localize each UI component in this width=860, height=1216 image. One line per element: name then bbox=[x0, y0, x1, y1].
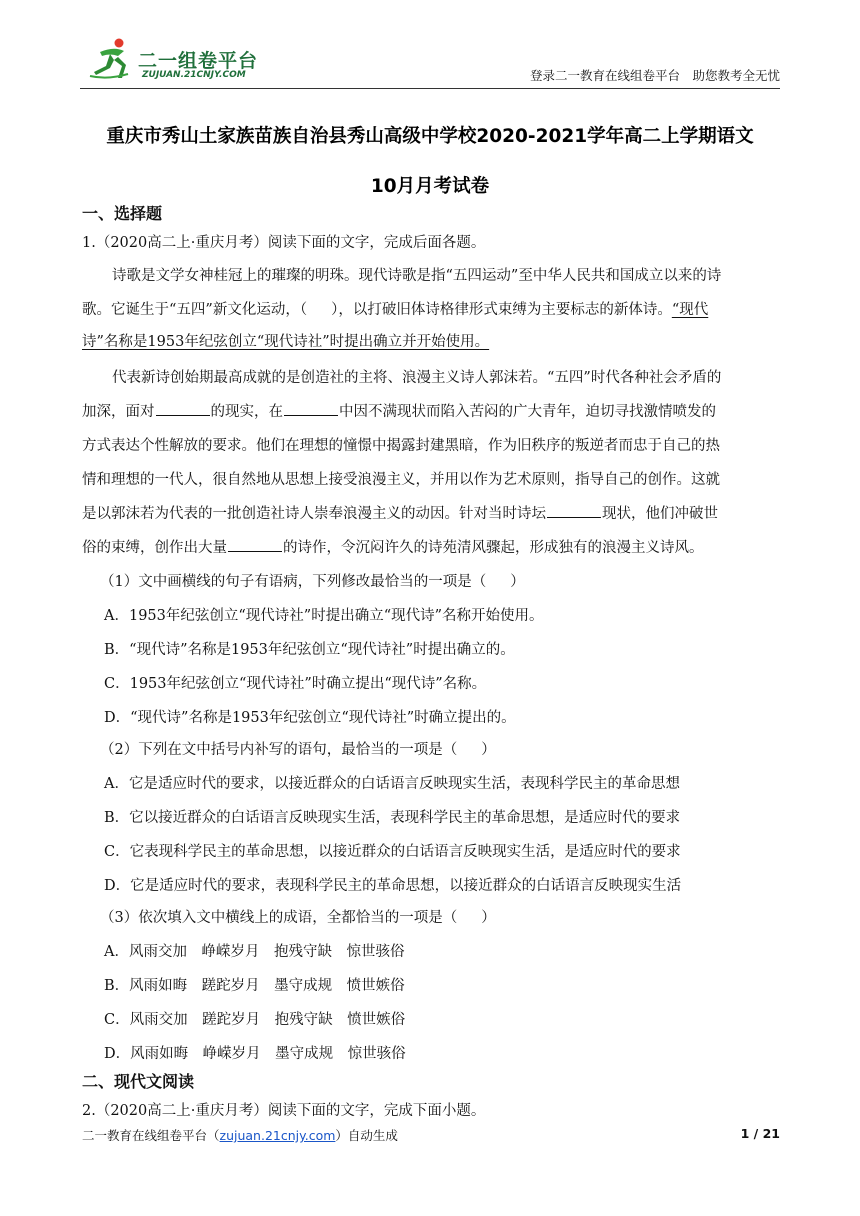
footer-text: ）自动生成 bbox=[335, 1128, 398, 1143]
fill-blank bbox=[547, 516, 601, 518]
option-a[interactable]: A．1953年纪弦创立“现代诗社”时提出确立“现代诗”名称开始使用。 bbox=[104, 608, 544, 624]
q1-passage-line: 加深，面对 的现实，在 中因不满现状而陷入苦闷的广大青年，迫切寻找激情喷发的 bbox=[82, 404, 716, 420]
header-divider bbox=[80, 88, 780, 89]
fill-blank bbox=[228, 550, 282, 552]
option-b[interactable]: B．“现代诗”名称是1953年纪弦创立“现代诗社”时提出确立的。 bbox=[104, 642, 515, 658]
option-d[interactable]: D．“现代诗”名称是1953年纪弦创立“现代诗社”时确立提出的。 bbox=[104, 710, 516, 726]
option-d[interactable]: D．它是适应时代的要求，表现科学民主的革命思想，以接近群众的白话语言反映现实生活 bbox=[104, 878, 682, 894]
header-slogan: 登录二一教育在线组卷平台 助您教考全无忧 bbox=[529, 68, 780, 83]
section-heading-choice: 一、选择题 bbox=[82, 204, 163, 223]
exam-title-line1: 重庆市秀山土家族苗族自治县秀山高级中学校2020-2021学年高二上学期语文 bbox=[106, 126, 754, 147]
fill-blank bbox=[156, 414, 210, 416]
footer-text: 二一教育在线组卷平台（ bbox=[82, 1128, 220, 1143]
q1-passage-line: 俗的束缚，创作出大量 的诗作，令沉闷许久的诗苑清风骤起，形成独有的浪漫主义诗风。 bbox=[82, 540, 704, 556]
q1-passage-line: 诗歌是文学女神桂冠上的璀璨的明珠。现代诗歌是指“五四运动”至中华人民共和国成立以来的诗 bbox=[112, 268, 722, 284]
q1-passage-line: 歌。它诞生于“五四”新文化运动，（ ），以打破旧体诗格律形式束缚为主要标志的新体诗。“现代 bbox=[82, 302, 709, 318]
option-a[interactable]: A．它是适应时代的要求，以接近群众的白话语言反映现实生活，表现科学民主的革命思想 bbox=[104, 776, 680, 792]
option-d[interactable]: D．风雨如晦 峥嵘岁月 墨守成规 惊世骇俗 bbox=[104, 1046, 406, 1062]
logo-domain: ZUJUAN.21CNJY.COM bbox=[142, 70, 246, 80]
q1-passage-line: 情和理想的一代人，很自然地从思想上接受浪漫主义，并用以作为艺术原则，指导自己的创作。这就 bbox=[82, 472, 720, 488]
q1-passage-line: 方式表达个性解放的要求。他们在理想的憧憬中揭露封建黑暗，作为旧秩序的叛逆者而忠于自己的热 bbox=[82, 438, 720, 454]
footer-link[interactable]: zujuan.21cnjy.com bbox=[219, 1128, 336, 1143]
runner-icon bbox=[88, 36, 136, 80]
logo[interactable] bbox=[88, 36, 288, 84]
exam-title-line2: 10月月考试卷 bbox=[370, 176, 490, 197]
sub-question-3: （3）依次填入文中横线上的成语，全都恰当的一项是（ ） bbox=[100, 910, 496, 926]
fill-blank bbox=[284, 414, 338, 416]
q1-passage-line: 是以郭沫若为代表的一批创造社诗人崇奉浪漫主义的动因。针对当时诗坛 现状，他们冲破世 bbox=[82, 506, 718, 522]
sub-question-2: （2）下列在文中括号内补写的语句，最恰当的一项是（ ） bbox=[100, 742, 496, 758]
section-heading-reading: 二、现代文阅读 bbox=[82, 1072, 195, 1091]
sub-question-1: （1）文中画横线的句子有语病，下列修改最恰当的一项是（ ） bbox=[100, 574, 525, 590]
underlined-sentence: 诗”名称是1953年纪弦创立“现代诗社”时提出确立并开始使用。 bbox=[82, 334, 490, 350]
page-header bbox=[80, 30, 780, 86]
q1-intro: 1.（2020高二上·重庆月考）阅读下面的文字，完成后面各题。 bbox=[82, 235, 486, 251]
option-b[interactable]: B．它以接近群众的白话语言反映现实生活，表现科学民主的革命思想，是适应时代的要求 bbox=[104, 810, 681, 826]
option-a[interactable]: A．风雨交加 峥嵘岁月 抱残守缺 惊世骇俗 bbox=[104, 944, 405, 960]
option-c[interactable]: C．风雨交加 蹉跎岁月 抱残守缺 愤世嫉俗 bbox=[104, 1012, 406, 1028]
underlined-sentence: “现代 bbox=[671, 302, 709, 318]
option-c[interactable]: C．它表现科学民主的革命思想，以接近群众的白话语言反映现实生活，是适应时代的要求 bbox=[104, 844, 681, 860]
q1-passage-line: 代表新诗创始期最高成就的是创造社的主将、浪漫主义诗人郭沫若。“五四”时代各种社会矛盾的 bbox=[112, 370, 722, 386]
page-number: 1 / 21 bbox=[740, 1126, 780, 1141]
option-b[interactable]: B．风雨如晦 蹉跎岁月 墨守成规 愤世嫉俗 bbox=[104, 978, 405, 994]
option-c[interactable]: C．1953年纪弦创立“现代诗社”时确立提出“现代诗”名称。 bbox=[104, 676, 487, 692]
q2-intro: 2.（2020高二上·重庆月考）阅读下面的文字，完成下面小题。 bbox=[82, 1103, 486, 1119]
logo-text: 二一组卷平台 bbox=[138, 50, 259, 72]
